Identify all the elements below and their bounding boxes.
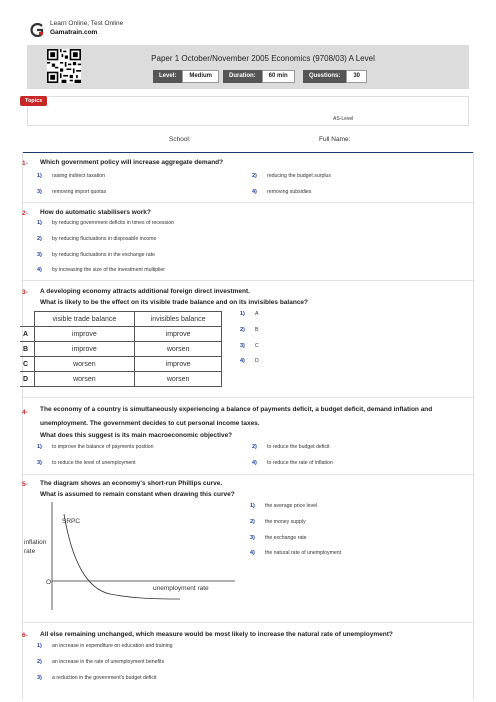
topics-tag: Topics (20, 96, 47, 106)
y-axis-label-line: rate (24, 548, 36, 555)
option-number[interactable]: 3) (37, 252, 42, 258)
option-text[interactable]: D (255, 358, 259, 364)
topics-box (27, 96, 469, 126)
option-number[interactable]: 4) (240, 358, 245, 364)
option-text[interactable]: removing subsidies (267, 189, 312, 195)
option-number[interactable]: 3) (37, 675, 42, 681)
question-text-line: The diagram shows an economy's short-run Phillips curve. (40, 480, 223, 487)
option-text[interactable]: to reduce the budget deficit (267, 444, 330, 450)
option-text[interactable]: to improve the balance of payments position (52, 444, 154, 450)
option-text[interactable]: a reduction in the government's budget deficit (52, 675, 157, 681)
option-text[interactable]: the exchange rate (265, 535, 307, 541)
option-text[interactable]: an increase in expenditure on education and training (52, 643, 173, 649)
option-number[interactable]: 2) (250, 519, 255, 525)
paper-header (27, 45, 469, 89)
option-number[interactable]: 4) (252, 460, 257, 466)
option-number[interactable]: 2) (37, 236, 42, 242)
question-number: 3- (22, 289, 28, 296)
option-text[interactable]: by increasing the size of the investment multiplier (52, 267, 166, 273)
table-row-label: B (20, 342, 34, 357)
table-cell: worsen (135, 372, 222, 387)
option-text[interactable]: an increase in the rate of unemployment benefits (52, 659, 165, 665)
phillips-curve-diagram (20, 500, 240, 615)
level-meta: Level: Medium (153, 70, 219, 83)
option-number[interactable]: 4) (252, 189, 257, 195)
header-divider (22, 152, 474, 153)
option-number[interactable]: 1) (37, 444, 42, 450)
option-number[interactable]: 2) (252, 444, 257, 450)
table-cell: worsen (34, 357, 135, 372)
question-number: 1- (22, 160, 28, 167)
gamatrain-logo-icon (30, 23, 44, 37)
option-text[interactable]: C (255, 343, 259, 349)
question-text: How do automatic stabilisers work? (40, 209, 151, 216)
question-text-line: What does this suggest is its main macroeconomic objective? (40, 432, 233, 439)
option-text[interactable]: to reduce the rate of inflation (267, 460, 333, 466)
option-number[interactable]: 4) (37, 267, 42, 273)
question-text-line: A developing economy attracts additional foreign direct investment. (40, 288, 250, 295)
option-number[interactable]: 3) (37, 189, 42, 195)
origin-label: O (46, 579, 52, 586)
question-text-line: What is assumed to remain constant when drawing this curve? (40, 491, 235, 498)
table-cell: worsen (135, 342, 222, 357)
question-number: 5- (22, 481, 28, 488)
option-text[interactable]: the money supply (265, 519, 306, 525)
question-divider (22, 280, 474, 281)
trade-balance-table (20, 311, 222, 387)
table-header: visible trade balance (34, 312, 135, 327)
option-number[interactable]: 1) (37, 220, 42, 226)
question-number: 2- (22, 210, 28, 217)
question-number: 6- (22, 632, 28, 639)
table-cell: improve (34, 327, 135, 342)
question-text-line: The economy of a country is simultaneously experiencing a balance of payments deficit, a budget deficit, demand inflation and (40, 406, 433, 413)
option-number[interactable]: 2) (37, 659, 42, 665)
option-text[interactable]: A (255, 311, 259, 317)
brand-tagline: Learn Online, Test Online (50, 20, 124, 27)
option-text[interactable]: raising indirect taxation (52, 173, 106, 179)
curve-label: SRPC (62, 518, 81, 525)
option-text[interactable]: the natural rate of unemployment (265, 550, 342, 556)
question-divider (22, 474, 474, 475)
option-number[interactable]: 1) (250, 503, 255, 509)
option-number[interactable]: 3) (250, 535, 255, 541)
table-row-label: D (20, 372, 34, 387)
questions-meta: Questions: 30 (303, 70, 367, 83)
option-number[interactable]: 1) (37, 173, 42, 179)
option-text[interactable]: reducing the budget surplus (267, 173, 332, 179)
option-text[interactable]: by reducing government deficits in times of recession (52, 220, 174, 226)
option-number[interactable]: 3) (37, 460, 42, 466)
option-text[interactable]: removing import quotas (52, 189, 107, 195)
option-number[interactable]: 2) (252, 173, 257, 179)
option-number[interactable]: 3) (240, 343, 245, 349)
option-text[interactable]: by reducing fluctuations in disposable income (52, 236, 157, 242)
option-text[interactable]: B (255, 327, 259, 333)
table-cell: improve (135, 327, 222, 342)
option-text[interactable]: to reduce the level of unemployment (52, 460, 136, 466)
paper-title: Paper 1 October/November 2005 Economics (9708/03) A Level (151, 54, 375, 63)
question-number: 4- (22, 409, 28, 416)
duration-meta: Duration: 60 min (223, 70, 295, 83)
y-axis-label-line: inflation (24, 539, 47, 546)
option-number[interactable]: 1) (240, 311, 245, 317)
brand-site[interactable]: Gamatrain.com (50, 29, 98, 36)
question-text-line: What is likely to be the effect on its visible trade balance and on its invisibles balance? (40, 299, 309, 306)
table-cell: improve (34, 342, 135, 357)
x-axis-label: unemployment rate (153, 585, 209, 592)
right-border (473, 152, 474, 700)
question-divider (22, 622, 474, 623)
option-text[interactable]: by reducing fluctuations in the exchange rate (52, 252, 155, 258)
question-text: All else remaining unchanged, which measure would be most likely to increase the natural rate of unemployment? (40, 631, 393, 638)
table-cell: worsen (34, 372, 135, 387)
option-number[interactable]: 4) (250, 550, 255, 556)
table-row-label: C (20, 357, 34, 372)
question-text: Which government policy will increase aggregate demand? (40, 159, 224, 166)
left-border (22, 152, 23, 700)
table-row-label: A (20, 327, 34, 342)
question-text-line: unemployment. The government decides to cut personal income taxes. (40, 420, 260, 427)
table-header: invisibles balance (135, 312, 222, 327)
option-number[interactable]: 2) (240, 327, 245, 333)
full-name-field-label: Full Name: (319, 136, 351, 143)
option-number[interactable]: 1) (37, 643, 42, 649)
question-divider (22, 202, 474, 203)
topic-as-level: AS-Level (333, 116, 354, 122)
option-text[interactable]: the average price level (265, 503, 318, 509)
question-divider (22, 397, 474, 398)
table-cell: improve (135, 357, 222, 372)
school-field-label: School: (169, 136, 191, 143)
